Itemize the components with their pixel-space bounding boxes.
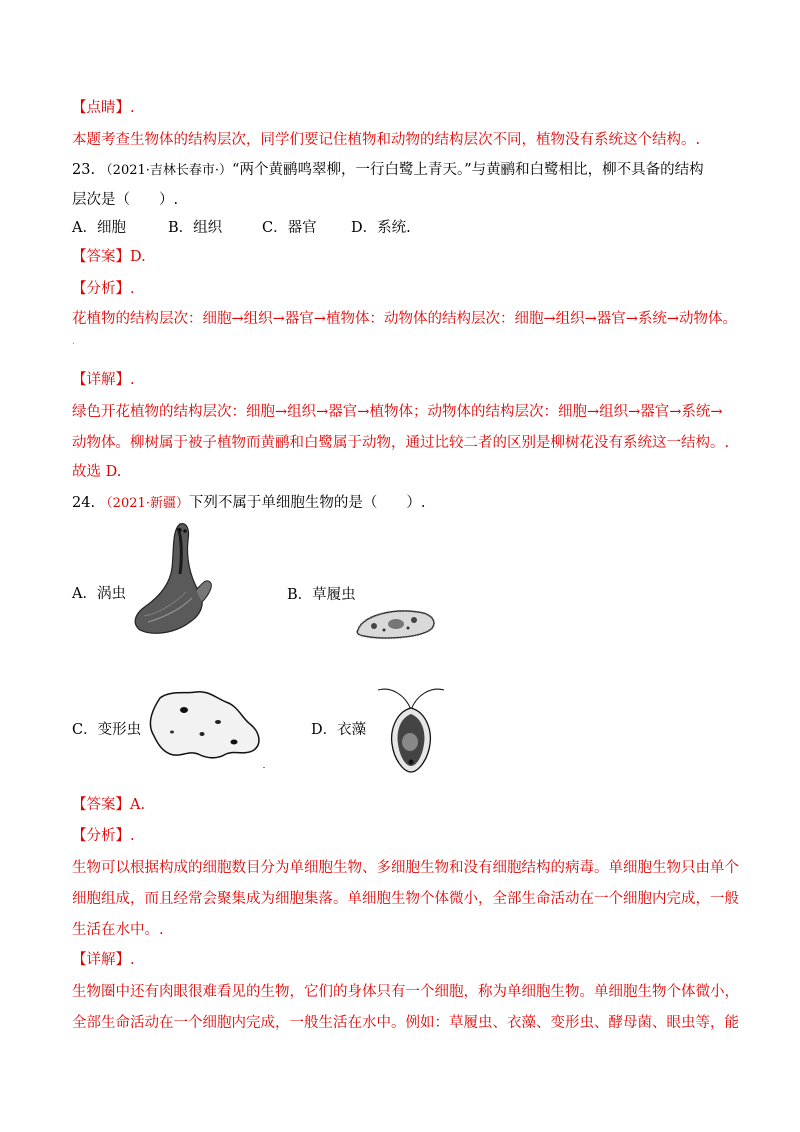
- q24-option-b: B．草履虫: [287, 587, 356, 603]
- review-heading: 【点睛】.: [72, 100, 135, 116]
- q24-source: （2021·新疆）: [99, 496, 189, 511]
- q23-stem: “两个黄鹂鸣翠柳，一行白鹭上青天。”与黄鹂和白鹭相比，柳不具备的结构: [232, 162, 704, 178]
- q23-stem-line2: 层次是（ ）.: [72, 192, 179, 208]
- review-text: 本题考查生物体的结构层次，同学们要记住植物和动物的结构层次不同，植物没有系统这个结构。.: [72, 132, 701, 148]
- q23-detail-label: 【详解】.: [72, 372, 135, 388]
- q24-stem-line: [72, 493, 426, 514]
- q23-answer-label: 【答案】: [72, 249, 130, 265]
- q24-analysis-line3: 生活在水中。.: [72, 922, 164, 938]
- q24-stem: 下列不属于单细胞生物的是（ ）.: [188, 495, 426, 511]
- q23-option-b: B．组织: [168, 220, 223, 236]
- q24-number: 24.: [72, 495, 96, 511]
- q24-answer: [72, 795, 145, 815]
- q24-detail-label: 【详解】.: [72, 952, 135, 968]
- paramecium-figure: [352, 606, 440, 642]
- amoeba-figure: [146, 688, 266, 768]
- q23-detail-line2: 动物体。柳树属于被子植物而黄鹂和白鹭属于动物，通过比较二者的区别是柳树花没有系统这一结构。.: [72, 435, 730, 451]
- q24-option-c: C．变形虫: [72, 722, 142, 738]
- q23-analysis-dot: .: [72, 337, 75, 347]
- q23-answer: [72, 247, 146, 267]
- q23-stem-line1: [72, 160, 704, 181]
- q23-option-c: C．器官: [262, 220, 317, 236]
- q24-detail-line1: 生物圈中还有肉眼很难看见的生物，它们的身体只有一个细胞，称为单细胞生物。单细胞生物个体微小，: [72, 984, 739, 1000]
- q24-analysis-label: 【分析】.: [72, 828, 135, 844]
- q23-number: 23.: [72, 162, 96, 178]
- q23-answer-value: D.: [130, 249, 146, 265]
- q24-answer-value: A.: [130, 797, 146, 813]
- q24-detail-line2: 全部生命活动在一个细胞内完成，一般生活在水中。例如：草履虫、衣藻、变形虫、酵母菌、眼虫等，能: [72, 1015, 739, 1031]
- q23-option-a: A．细胞: [72, 220, 126, 236]
- q23-analysis-label: 【分析】.: [72, 281, 135, 297]
- q24-answer-label: 【答案】: [72, 797, 130, 813]
- q24-analysis-line1: 生物可以根据构成的细胞数目分为单细胞生物、多细胞生物和没有细胞结构的病毒。单细胞生物只由单个: [72, 860, 739, 876]
- q24-option-d: D．衣藻: [311, 722, 367, 738]
- chlamydomonas-figure: [372, 680, 450, 780]
- flatworm-figure: [128, 518, 218, 648]
- q23-analysis: 花植物的结构层次：细胞→组织→器官→植物体：动物体的结构层次：细胞→组织→器官→系统→动物体。: [72, 311, 738, 327]
- q23-source: （2021·吉林长春市·）: [99, 163, 233, 178]
- q23-option-d: D．系统.: [351, 220, 411, 236]
- q23-detail-line3: 故选 D.: [72, 464, 122, 480]
- q24-analysis-line2: 细胞组成，而且经常会聚集成为细胞集落。单细胞生物个体微小，全部生命活动在一个细胞内完成，一般: [72, 891, 739, 907]
- q23-detail-line1: 绿色开花植物的结构层次：细胞→组织→器官→植物体；动物体的结构层次：细胞→组织→器官→系统→: [72, 404, 723, 420]
- q24-option-a: A．涡虫: [72, 586, 126, 602]
